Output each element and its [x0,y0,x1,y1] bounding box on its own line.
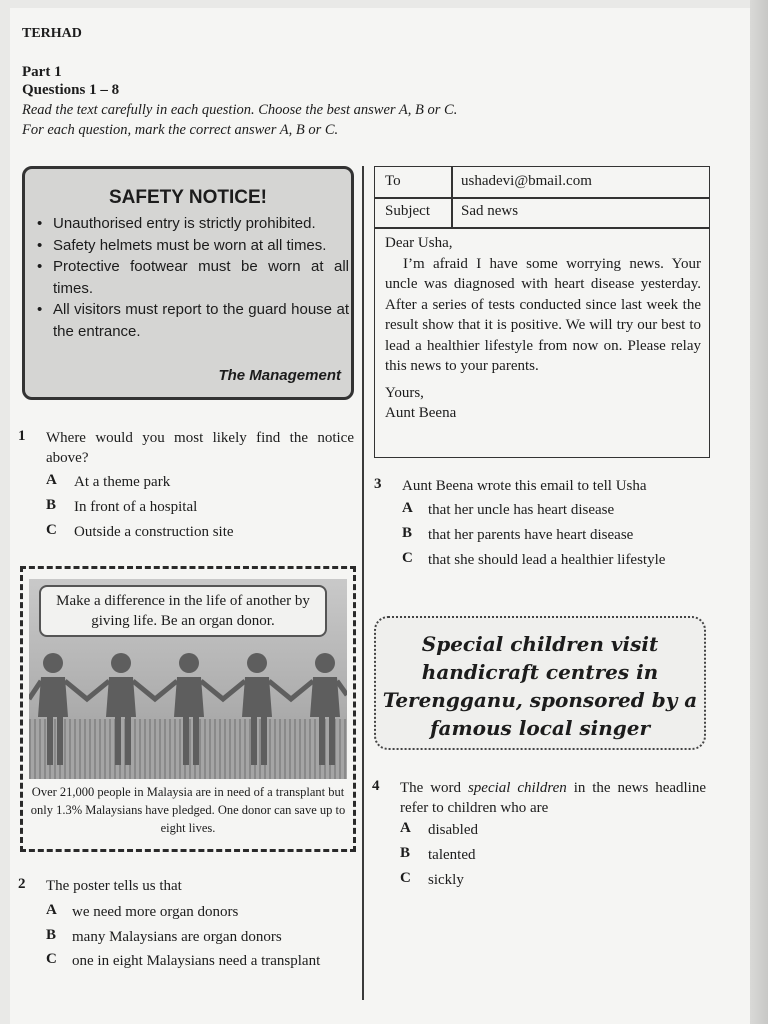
q3-option-letter: A [402,500,413,516]
q3-option-a[interactable]: that her uncle has heart disease [428,502,615,518]
people-holding-hands-icon [29,647,347,779]
part-title: Part 1 [22,64,62,80]
q4-option-a[interactable]: disabled [428,822,478,838]
q1-option-letter: A [46,472,57,488]
notice-item: • Safety helmets must be worn at all times. [35,235,349,257]
email-subject: Sad news [461,203,519,219]
instruction-line-1: Read the text carefully in each question. Choose the best answer A, B or C. [22,102,458,118]
questions-range: Questions 1 – 8 [22,82,120,98]
news-headline [374,616,706,750]
q4-option-letter: A [400,820,411,836]
question-4-number: 4 [372,778,380,794]
q4-text-before: The word [400,780,462,796]
q3-option-letter: C [402,550,413,566]
q4-text-after: in the news headline refer to children who are [400,780,707,816]
notice-item: • All visitors must report to the guard house at the entrance. [35,299,349,342]
notice-item: • Protective footwear must be worn at all times. [35,256,349,299]
q3-option-c[interactable]: that she should lead a healthier lifestyle [428,552,666,568]
question-1-number: 1 [18,428,26,444]
q3-option-b[interactable]: that her parents have heart disease [428,527,634,543]
q2-option-letter: A [46,902,57,918]
email-row-divider [375,227,709,229]
q1-option-letter: C [46,522,57,538]
q2-option-a[interactable]: we need more organ donors [72,904,239,920]
poster-footer-text: Over 21,000 people in Malaysia are in need of a transplant but only 1.3% Malaysians have pledged. One donor can save up to eight lives. [30,785,346,835]
question-2-number: 2 [18,876,26,892]
email-column-divider [451,167,453,227]
email-greeting: Dear Usha, [385,235,453,251]
organ-donor-poster [20,566,356,852]
question-1-text: Where would you most likely find the notice above? [46,430,354,466]
email-to-label: To [385,173,401,189]
notice-list [35,213,349,342]
q3-option-letter: B [402,525,413,541]
q1-option-letter: B [46,497,57,513]
notice-item: • Unauthorised entry is strictly prohibited. [35,213,349,235]
email-sender: Aunt Beena [385,405,457,421]
q2-option-b[interactable]: many Malaysians are organ donors [72,929,282,945]
q4-option-c[interactable]: sickly [428,872,464,888]
column-divider [362,166,364,1000]
email-subject-label: Subject [385,203,430,219]
notice-signature: The Management [218,367,341,384]
email-row-divider [375,197,709,199]
q4-option-letter: C [400,870,411,886]
safety-notice [22,166,354,400]
q4-option-b[interactable]: talented [428,847,476,863]
q2-option-letter: C [46,951,57,967]
question-2-text: The poster tells us that [46,878,182,894]
headline-text: Special children visit handicraft centres in Terengganu, sponsored by a famous local singer [382,632,698,740]
email-closing: Yours, [385,384,424,401]
instruction-line-2: For each question, mark the correct answer A, B or C. [22,122,339,138]
question-3-number: 3 [374,476,382,492]
email-to-address: ushadevi@bmail.com [461,173,592,189]
question-3-text: Aunt Beena wrote this email to tell Usha [402,478,647,494]
page-edge [750,0,768,1024]
q1-option-a[interactable]: At a theme park [74,474,171,490]
q1-option-c[interactable]: Outside a construction site [74,524,234,540]
q2-option-letter: B [46,927,57,943]
q4-option-letter: B [400,845,411,861]
email-body [385,233,701,424]
q2-option-c[interactable]: one in eight Malaysians need a transplant [72,953,321,969]
email-message [374,166,710,458]
q1-option-b[interactable]: In front of a hospital [74,499,198,515]
email-paragraph: I’m afraid I have some worrying news. Your uncle was diagnosed with heart disease yesterday. After a series of tests conducted since last week the result show that it is positive. We will try our best to lead a healthier lifestyle from now on. Please relay this news to your parents. [385,255,701,374]
classification-label: TERHAD [22,26,82,41]
poster-headline: Make a difference in the life of another by giving life. Be an organ donor. [39,585,327,637]
question-4-text [400,778,706,818]
notice-title: SAFETY NOTICE! [109,187,267,208]
q4-text-italic: special children [467,780,567,796]
